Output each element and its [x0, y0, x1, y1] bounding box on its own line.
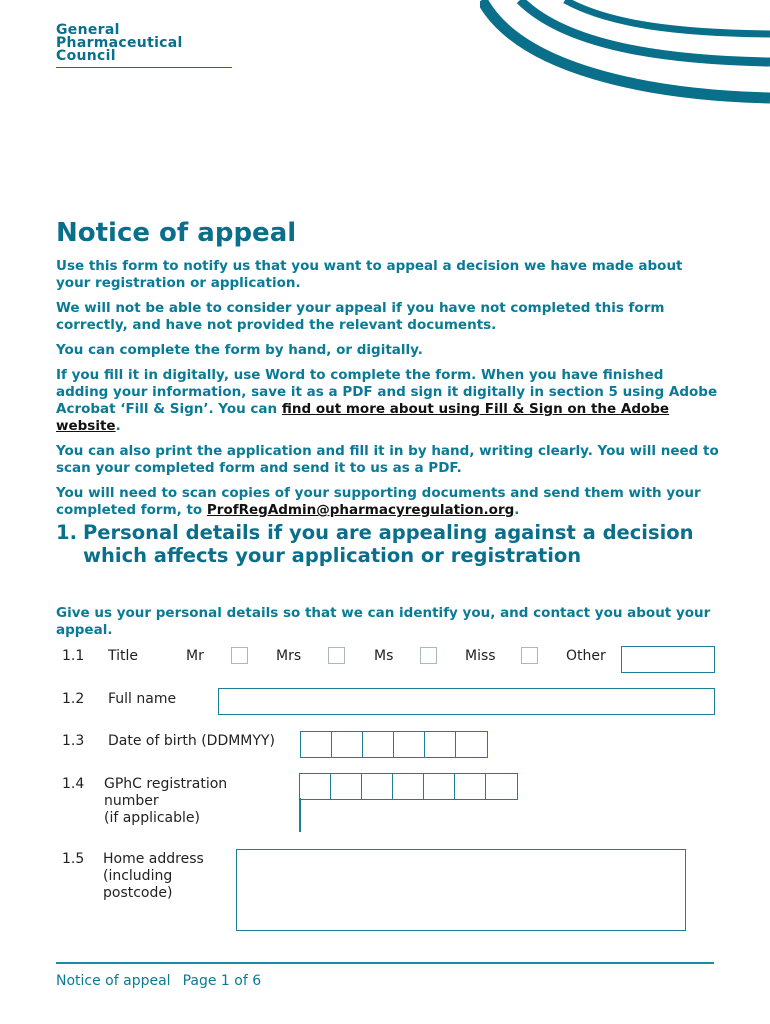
gphc-label-line: number	[104, 793, 159, 809]
option-miss-label: Miss	[465, 648, 496, 664]
dob-digit-cell[interactable]	[455, 731, 488, 758]
adobe-fill-sign-link[interactable]: find out more about using Fill & Sign on the Adobe website	[56, 401, 670, 434]
footer-divider	[56, 962, 714, 964]
section-number: 1.	[56, 521, 77, 544]
miss-checkbox[interactable]	[521, 647, 538, 664]
gphc-logo	[56, 24, 232, 68]
full-name-label: Full name	[108, 691, 177, 707]
option-mrs-label: Mrs	[276, 648, 302, 664]
field-number: 1.3	[62, 733, 85, 749]
dob-digit-cell[interactable]	[331, 731, 364, 758]
page-title: Notice of appeal	[56, 218, 297, 248]
dob-digit-cell[interactable]	[300, 731, 333, 758]
dob-digit-cell[interactable]	[393, 731, 426, 758]
address-label-line: (including	[103, 868, 173, 884]
gphc-number-input[interactable]	[299, 773, 518, 800]
intro-text-span: .	[115, 418, 121, 434]
footer-doc-name: Notice of appeal	[56, 973, 171, 989]
intro-paragraph: Use this form to notify us that you want to appeal a decision we have made about your registration or application.	[56, 258, 683, 291]
footer-page-number: Page 1 of 6	[182, 973, 262, 989]
section-title: Personal details if you are appealing against a decision which affects your application or registration	[83, 521, 694, 567]
section-1-heading	[56, 521, 696, 567]
field-number: 1.5	[62, 851, 85, 867]
gphc-digit-cell[interactable]	[454, 773, 487, 800]
option-other-label: Other	[566, 648, 606, 664]
intro-text	[56, 258, 720, 527]
gphc-digit-cell[interactable]	[299, 773, 332, 800]
intro-paragraph: You can complete the form by hand, or digitally.	[56, 342, 423, 358]
gphc-label-line: (if applicable)	[104, 810, 200, 826]
page-footer	[56, 973, 261, 989]
intro-text-span: If you fill it in digitally, use Word to complete the form. When you have finished adding your information, save it as a PDF and sign it digitally in section 5 using Adobe Acrobat ‘Fill & Sign’. You can	[56, 367, 718, 417]
intro-text-span: .	[514, 502, 520, 518]
dob-digit-cell[interactable]	[362, 731, 395, 758]
gphc-digit-cell[interactable]	[330, 773, 363, 800]
mrs-checkbox[interactable]	[328, 647, 345, 664]
ms-checkbox[interactable]	[420, 647, 437, 664]
gphc-digit-cell[interactable]	[392, 773, 425, 800]
field-number: 1.4	[62, 776, 85, 792]
address-label-line: Home address	[103, 851, 204, 867]
email-link[interactable]: ProfRegAdmin@pharmacyregulation.org	[206, 502, 515, 518]
dob-digit-cell[interactable]	[424, 731, 457, 758]
gphc-label-line: GPhC registration	[104, 776, 228, 792]
dob-label: Date of birth (DDMMYY)	[108, 733, 275, 749]
intro-paragraph: We will not be able to consider your appeal if you have not completed this form correctly, and have not provided the relevant documents.	[56, 300, 665, 333]
mr-checkbox[interactable]	[231, 647, 248, 664]
logo-line-3: Council	[56, 48, 116, 64]
divider	[299, 798, 301, 832]
intro-text-span: You will need to scan copies of your supporting documents and send them with your completed form, to	[56, 485, 701, 518]
other-title-input[interactable]	[621, 646, 715, 673]
intro-paragraph	[56, 485, 720, 519]
gphc-digit-cell[interactable]	[485, 773, 518, 800]
option-mr-label: Mr	[186, 648, 204, 664]
title-label: Title	[108, 648, 139, 664]
option-ms-label: Ms	[374, 648, 394, 664]
intro-paragraph: You can also print the application and fill it in by hand, writing clearly. You will need to scan your completed form and send it to us as a PDF.	[56, 443, 719, 476]
dob-input[interactable]	[300, 731, 488, 758]
decorative-swoosh-graphic	[480, 0, 770, 120]
field-number: 1.1	[62, 648, 85, 664]
gphc-digit-cell[interactable]	[423, 773, 456, 800]
logo-line-1: General	[56, 22, 120, 38]
gphc-digit-cell[interactable]	[361, 773, 394, 800]
home-address-input[interactable]	[236, 849, 686, 931]
full-name-input[interactable]	[218, 688, 715, 715]
intro-paragraph	[56, 367, 720, 435]
logo-line-2: Pharmaceutical	[56, 35, 183, 51]
field-number: 1.2	[62, 691, 85, 707]
section-1-intro: Give us your personal details so that we can identify you, and contact you about your appeal.	[56, 605, 711, 638]
address-label-line: postcode)	[103, 885, 173, 901]
